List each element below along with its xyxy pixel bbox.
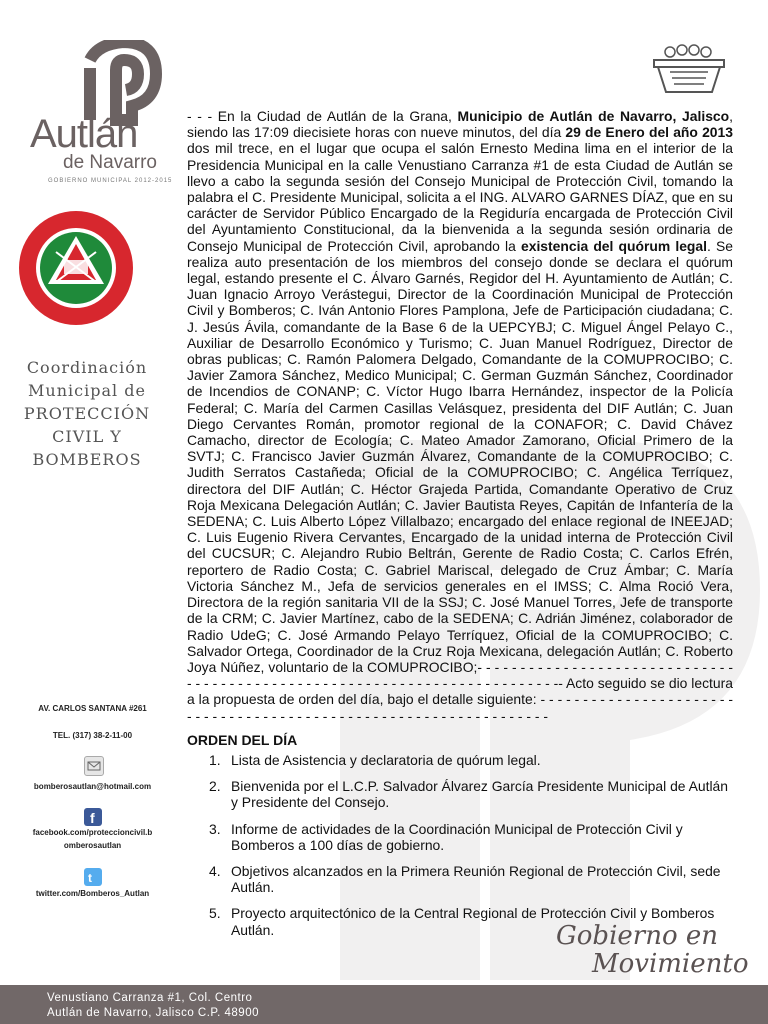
svg-text:t: t xyxy=(88,871,92,885)
agenda-text: Objetivos alcanzados en la Primera Reunión Regional de Protección Civil, sede Autlán. xyxy=(231,862,721,896)
footer-bar xyxy=(0,985,768,1024)
agenda-number: 3. xyxy=(209,820,221,837)
facebook-link-line: facebook.com/proteccioncivil.b xyxy=(32,828,153,837)
email-link[interactable]: bomberosautlan@hotmail.com xyxy=(33,782,152,791)
agenda-number: 4. xyxy=(209,862,221,879)
slogan-line-1: Gobierno en xyxy=(556,921,718,951)
facebook-icon xyxy=(84,808,102,826)
agenda-title: ORDEN DEL DÍA xyxy=(187,731,298,748)
agenda-item xyxy=(187,863,733,895)
agenda-text: Lista de Asistencia y declaratoria de quórum legal. xyxy=(231,751,541,768)
coordination-title xyxy=(2,356,172,471)
municipality-bold: Municipio de Autlán de Navarro, Jalisco xyxy=(457,108,730,124)
agenda-text: Informe de actividades de la Coordinación Municipal de Protección Civil y Bomberos a 100 días de gobierno. xyxy=(231,820,683,853)
text-run: - - - En la Ciudad de Autlán de la Grana, xyxy=(187,108,458,124)
agenda-list xyxy=(187,752,733,938)
logo-subname: de Navarro xyxy=(63,152,157,173)
civil-protection-seal xyxy=(16,208,136,328)
date-bold: 29 de Enero del año 2013 xyxy=(565,124,733,141)
coord-line: BOMBEROS xyxy=(32,450,142,469)
address-text: AV. CARLOS SANTANA #261 xyxy=(38,704,147,713)
session-paragraph xyxy=(187,108,733,724)
logo-tagline: GOBIERNO MUNICIPAL 2012-2015 xyxy=(48,178,173,184)
agenda-number: 2. xyxy=(209,778,221,795)
coord-line: Coordinación xyxy=(26,358,148,377)
agenda-number: 5. xyxy=(209,905,221,922)
document-body xyxy=(187,108,733,948)
agenda-item xyxy=(187,752,733,768)
agenda-number: 1. xyxy=(209,751,221,768)
text-run: , siendo las 17:09 diecisiete horas con nueve minutos, del día xyxy=(187,108,733,141)
basket-icon xyxy=(648,44,730,96)
coord-line: PROTECCIÓN xyxy=(23,404,151,423)
agenda-text: Proyecto arquitectónico de la Central Regional de Protección Civil y Bomberos Autlán. xyxy=(231,905,715,938)
phone-text: TEL. (317) 38-2-11-00 xyxy=(52,731,133,740)
slogan xyxy=(552,915,749,985)
sidebar xyxy=(0,0,175,990)
coord-line: CIVIL Y xyxy=(52,427,122,446)
quorum-bold: existencia del quórum legal xyxy=(521,237,708,254)
twitter-link[interactable]: twitter.com/Bomberos_Autlan xyxy=(35,889,150,898)
email-icon xyxy=(84,756,104,776)
logo-name: Autlán xyxy=(30,112,138,156)
footer-address-line-2: Autlán de Navarro, Jalisco C.P. 48900 xyxy=(47,1007,259,1019)
svg-text:f: f xyxy=(90,810,95,826)
agenda-item xyxy=(187,821,733,853)
text-run: . Se realiza auto presentación de los miembros del consejo donde se declara el quórum legal, estando presente el C. Álvaro Garnés, Regidor del H. Ayuntamiento de Autlán; C. Juan Ignacio Arroyo Verástegui, Director de la Coordinación Municipal de Protección Civil y Bomberos; C. Iván Antonio Flores Pamplona, Jefe de Participación ciudadana; C. J. Jesús Ávila, comandante de la Base 6 de la UEPCYBJ; C. Miguel Ángel Pelayo C., Auxiliar de Desarrollo Económico y Turismo; C. Juan Manuel Rodríguez, Director de obras publicas; C. Ramón Palomera Delgado, Comandante de la COMUPROCIBO; C. Javier Zamora Sánchez, Medico Municipal; C. German Guzmán Sánchez, Coordinador de Incendios de CONANP; C. Víctor Hugo Ibarra Hernández, inspector de la Policía Federal; C. María del Carmen Casillas Velásquez, presidenta del DIF Autlán; C. Juan Diego Cervantes Román, promotor regional de la CONAFOR; C. David Chávez Camacho, director de Ecología; C. Mateo Amador Zamorano, Oficial Primero de la SVTJ; C. Francisco Javier Guzmán Álvarez, Comandante de la COMUPROCIBO; C. Judith Serratos Castañeda; Oficial de la COMUPROCIBO; C. Angélica Terríquez, directora del DIF Autlán; C. Héctor Grajeda Partida, Comandante Operativo de Cruz Roja Mexicana Delegación Autlán; C. Javier Bautista Reyes, Capitán de Infantería de la SEDENA; C. Luis Alberto López Villalbazo; encargado del enlace regional de INEEJAD; C. Luis Eugenio Rivera Cervantes, Encargado de la unidad interna de Protección Civil del CUCSUR; C. Alejandro Rubio Beltrán, Gerente de Radio Costa; C. Carlos Efrén, reportero de Radio Costa; C. Gabriel Mariscal, delegado de Cruz Ámbar; C. María Victoria Sánchez M., Jefa de servicios generales en el IMSS; C. Alma Roció Vera, Directora de la región sanitaria VII de la SSJ; C. José Manuel Torres, Jefe de transporte de la CRM; C. Javier Martínez, cabo de la SEDENA; C. Adrián Jiménez, colaborador de Radio UdeG; C. José Armando Pelayo Terríquez, Oficial de la COMUPROCIBO; C. Salvador Ortega, Coordinador de la Cruz Roja Mexicana, delegación Autlán; C. Roberto Joya Núñez, voluntario de la COMUPROCIBO;- - - - - - - - - - - - - - - - - - - - - - - - - - - - - - - - - - - - - - - - - - - - - - - - - - - - - - - - - - - - - - - - - - - - - - - - - -- Acto seguido se dio lectura a la propuesta de orden del día, bajo el detalle siguiente: - - - - - - - - - - - - - - - - - - - - - - - - - - - - - - - - - - - - - - - - - - - - - - - - - - - - - - - - - - - - - - - - - - xyxy=(187,237,733,724)
facebook-link-line: omberosautlan xyxy=(63,841,122,850)
twitter-icon xyxy=(84,868,102,886)
agenda-text: Bienvenida por el L.C.P. Salvador Álvarez García Presidente Municipal de Autlán y Presidente del Consejo. xyxy=(231,778,729,811)
agenda-item xyxy=(187,778,733,810)
footer-address-line-1: Venustiano Carranza #1, Col. Centro xyxy=(47,992,253,1004)
text-run: dos mil trece, en el lugar que ocupa el salón Ernesto Medina lima en el interior de la Presidencia Municipal en la calle Venustiano Carranza #1 de esta Ciudad de Autlán se llevo a cabo la segunda sesión del Consejo Municipal de Protección Civil, tomando la palabra el C. Presidente Municipal, solicita a el ING. ALVARO GARNES DÍAZ, que en su carácter de Servidor Público Encargado de la Regiduría encargada de Protección Civil del Ayuntamiento Constitucional, da la bienvenida a la segunda sesión ordinaria de Consejo Municipal de Protección Civil, aprobando la xyxy=(187,140,733,254)
facebook-link[interactable] xyxy=(0,826,185,852)
slogan-line-2: Movimiento xyxy=(592,949,749,979)
coord-line: Municipal de xyxy=(28,381,146,400)
